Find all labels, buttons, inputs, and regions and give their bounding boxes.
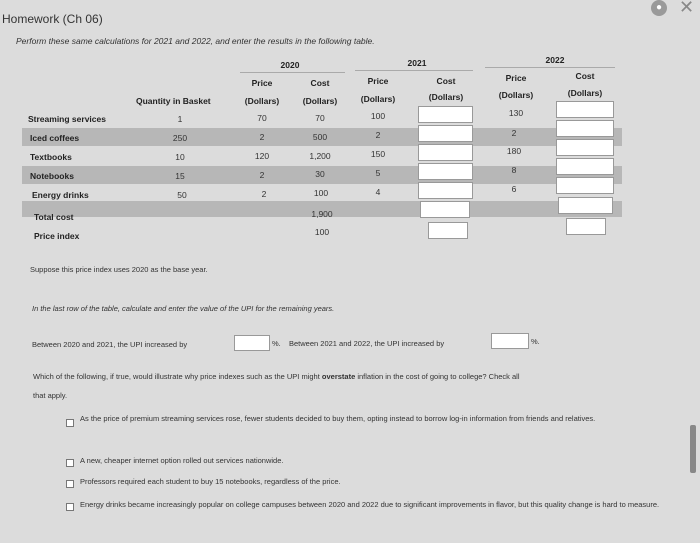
cost-header-2022: Cost [575, 71, 595, 81]
price-2021-cell: 100 [370, 111, 386, 121]
upi-q1-prefix: Between 2020 and 2021, the UPI increased by [32, 340, 188, 349]
cost-2021-input[interactable] [418, 163, 473, 180]
price-2020-cell: 2 [261, 189, 267, 199]
price-2022-cell: 2 [511, 128, 517, 138]
price-index-2020: 100 [314, 227, 330, 237]
cost-units-2022: (Dollars) [567, 88, 603, 98]
question-bold-word: overstate [321, 372, 356, 381]
row-label: Energy drinks [32, 190, 89, 200]
row-label: Streaming services [28, 114, 106, 124]
question-text [33, 372, 520, 381]
total-cost-2020: 1,900 [311, 209, 333, 219]
total-cost-label: Total cost [34, 212, 74, 222]
upi-2021-2022-input[interactable] [491, 333, 529, 349]
price-header-2020: Price [251, 78, 273, 88]
price-2020-cell: 2 [259, 132, 265, 142]
price-2022-cell: 130 [508, 108, 524, 118]
cost-2022-input[interactable] [556, 139, 614, 156]
upi-q2-prefix: Between 2021 and 2022, the UPI increased by [289, 339, 445, 348]
price-2021-cell: 150 [370, 149, 386, 159]
cost-2021-input[interactable] [418, 125, 473, 142]
option-checkbox[interactable] [66, 419, 74, 427]
year-2020-header: 2020 [280, 60, 300, 70]
row-label: Textbooks [30, 152, 72, 162]
price-2021-cell: 5 [375, 168, 381, 178]
upi-instruction: In the last row of the table, calculate and enter the value of the UPI for the remaining years. [32, 304, 335, 313]
price-header-2022: Price [505, 73, 527, 83]
qty-header: Quantity in Basket [136, 96, 211, 106]
row-label: Iced coffees [30, 133, 80, 143]
divider [485, 67, 615, 68]
cost-2021-input[interactable] [418, 106, 473, 123]
cost-2022-input[interactable] [556, 101, 614, 118]
price-units-2021: (Dollars) [360, 94, 396, 104]
cost-2021-input[interactable] [418, 182, 473, 199]
cost-2020-cell: 500 [312, 132, 328, 142]
qty-cell: 15 [175, 171, 185, 181]
info-icon[interactable]: ● [651, 0, 667, 16]
price-header-2021: Price [367, 76, 389, 86]
question-text-line2: that apply. [33, 391, 68, 400]
divider [355, 70, 473, 71]
instruction-text: Perform these same calculations for 2021 and 2022, and enter the results in the following table. [16, 36, 375, 46]
price-2022-cell: 8 [511, 165, 517, 175]
total-cost-2022-input[interactable] [558, 197, 613, 214]
divider [240, 72, 345, 73]
price-2021-cell: 2 [375, 130, 381, 140]
cost-2022-input[interactable] [556, 120, 614, 137]
upi-2020-2021-input[interactable] [234, 335, 270, 351]
price-2020-cell: 2 [259, 170, 265, 180]
price-2022-cell: 180 [506, 146, 522, 156]
price-2020-cell: 70 [257, 113, 267, 123]
qty-cell: 50 [177, 190, 187, 200]
price-2022-cell: 6 [511, 184, 517, 194]
qty-cell: 250 [172, 133, 188, 143]
option-checkbox[interactable] [66, 503, 74, 511]
option-checkbox[interactable] [66, 480, 74, 488]
price-index-label: Price index [34, 231, 80, 241]
question-text-end: inflation in the cost of going to college? Check all [355, 372, 520, 381]
cost-2021-input[interactable] [418, 144, 473, 161]
question-text-start: Which of the following, if true, would illustrate why price indexes such as the UPI might [33, 372, 322, 381]
qty-cell: 1 [177, 114, 183, 124]
price-2020-cell: 120 [254, 151, 270, 161]
cost-2022-input[interactable] [556, 177, 614, 194]
option-label: As the price of premium streaming services rose, fewer students decided to buy them, opting instead to borrow log-in information from friends and relatives. [80, 414, 596, 423]
base-year-note: Suppose this price index uses 2020 as the base year. [30, 265, 208, 274]
cost-units-2020: (Dollars) [302, 96, 338, 106]
price-index-2022-input[interactable] [566, 218, 606, 235]
cost-2020-cell: 100 [313, 188, 329, 198]
upi-q1-suffix: %. [272, 339, 281, 348]
cost-units-2021: (Dollars) [428, 92, 464, 102]
option-label: Professors required each student to buy 15 notebooks, regardless of the price. [80, 477, 341, 486]
price-units-2020: (Dollars) [244, 96, 280, 106]
option-checkbox[interactable] [66, 459, 74, 467]
option-label: Energy drinks became increasingly popular on college campuses between 2020 and 2022 due to significant improvements in flavor, but this quality change is hard to measure. [80, 500, 660, 509]
scrollbar[interactable] [690, 425, 696, 473]
cost-2020-cell: 1,200 [309, 151, 331, 161]
total-cost-2021-input[interactable] [420, 201, 470, 218]
cost-2022-input[interactable] [556, 158, 614, 175]
cost-2020-cell: 70 [315, 113, 325, 123]
cost-header-2020: Cost [310, 78, 330, 88]
qty-cell: 10 [175, 152, 185, 162]
year-2022-header: 2022 [545, 55, 565, 65]
cost-header-2021: Cost [436, 76, 456, 86]
price-2021-cell: 4 [375, 187, 381, 197]
close-icon[interactable]: ✕ [679, 0, 695, 17]
option-label: A new, cheaper internet option rolled out services nationwide. [80, 456, 284, 465]
upi-q2-suffix: %. [531, 337, 540, 346]
cost-2020-cell: 30 [315, 169, 325, 179]
window-title: Homework (Ch 06) [2, 12, 103, 26]
row-label: Notebooks [30, 171, 74, 181]
year-2021-header: 2021 [407, 58, 427, 68]
price-index-2021-input[interactable] [428, 222, 468, 239]
price-units-2022: (Dollars) [498, 90, 534, 100]
